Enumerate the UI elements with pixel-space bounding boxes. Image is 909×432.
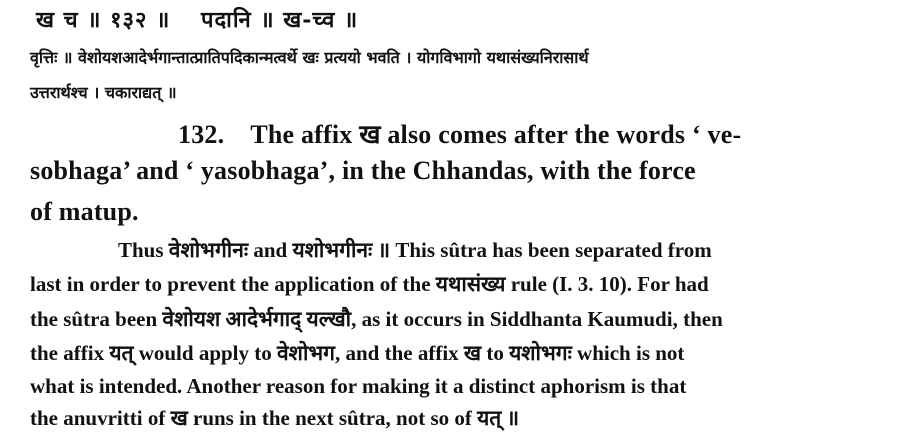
translation-line-2: sobhaga’ and ‘ yasobhaga’, in the Chhandas, with the force [30, 156, 696, 185]
translation-line-1 [178, 115, 741, 151]
sutra-rule-number: ख च ॥ १३२ ॥ [36, 7, 171, 33]
translation-number: 132. [178, 120, 225, 149]
commentary-line-4: the affix यत् would apply to वेशोभग, and the affix ख to यशोभगः which is not [30, 341, 685, 365]
commentary-line-5: what is intended. Another reason for making it a distinct aphorism is that [30, 374, 687, 398]
sutra-heading [36, 4, 380, 34]
commentary-line-1: Thus वेशोभगीनः and यशोभगीनः ॥ This sûtra has been separated from [118, 238, 712, 262]
commentary-line-2: last in order to prevent the application of the यथासंख्य rule (I. 3. 10). For had [30, 272, 709, 296]
translation-line-3: of matup. [30, 197, 139, 226]
commentary-line-3: the sûtra been वेशोयश आदेर्भगाद् यल्खौ, as it occurs in Siddhanta Kaumudi, then [30, 307, 723, 331]
vritti-line-1: वृत्तिः ॥ वेशोयशआदेर्भगान्तात्प्रातिपदिकान्मत्वर्थे खः प्रत्ययो भवति । योगविभागो यथासंख्यनिरासार्थ [30, 48, 589, 67]
sutra-padani: पदानि ॥ ख-च्व ॥ [200, 7, 359, 33]
vritti-line-2: उत्तरार्थश्च । चकाराद्यत् ॥ [30, 83, 177, 102]
commentary-line-6: the anuvritti of ख runs in the next sûtra, not so of यत् ॥ [30, 406, 520, 430]
translation-text-1: The affix ख also comes after the words ‘ ve- [250, 120, 742, 149]
